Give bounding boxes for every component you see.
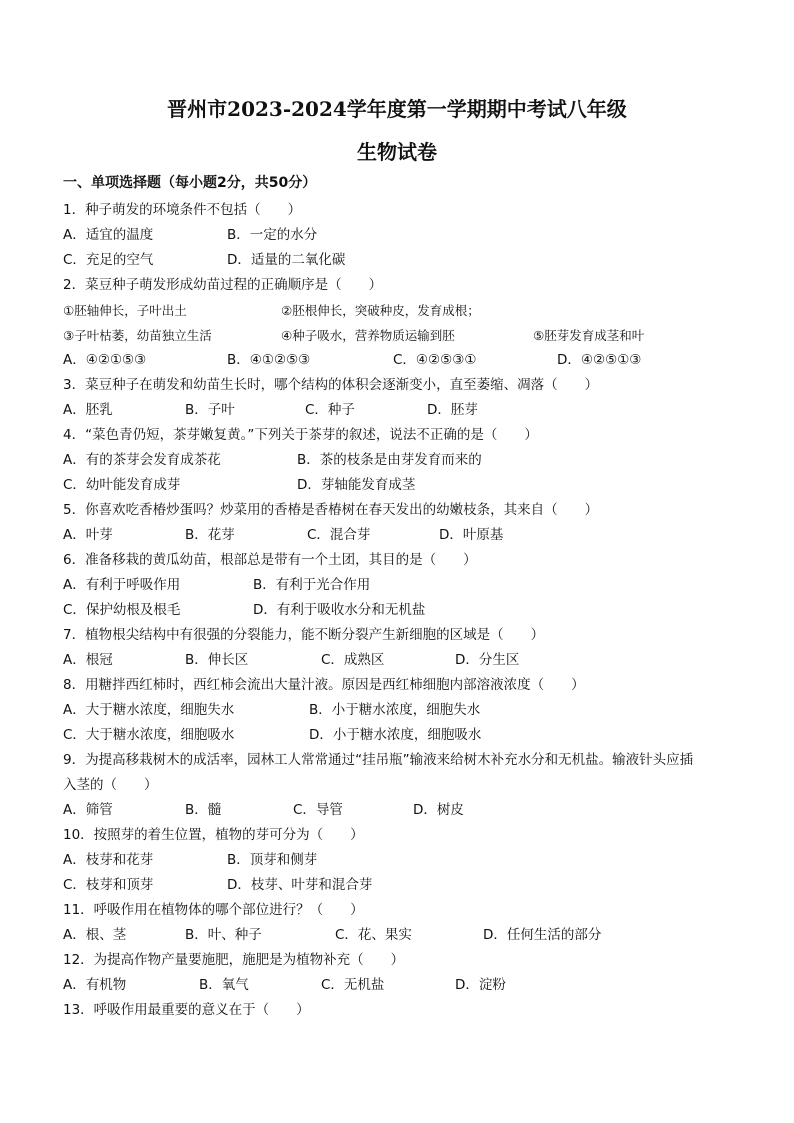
answer-option: B．④①②⑤③ [227, 352, 311, 368]
statement-item: ⑤胚芽发育成茎和叶 [533, 328, 645, 343]
statement-item: ②胚根伸长，突破种皮，发育成根； [281, 303, 480, 318]
answer-option: A．根冠 [63, 652, 113, 668]
answer-option: B．茶的枝条是由芽发育而来的 [297, 452, 482, 468]
answer-option: C．导管 [293, 802, 343, 818]
answer-option: C．④②⑤③① [393, 352, 477, 368]
answer-option: A．胚乳 [63, 402, 113, 418]
option-row [63, 223, 735, 248]
answer-option: C．花、果实 [335, 927, 412, 943]
option-row [63, 873, 735, 898]
option-row [63, 348, 735, 373]
option-row [63, 923, 735, 948]
option-row [63, 448, 735, 473]
question-stem: 6．准备移栽的黄瓜幼苗，根部总是带有一个土团，其目的是（ ） [63, 552, 477, 568]
exam-subtitle: 生物试卷 [357, 140, 437, 164]
option-row [63, 598, 735, 623]
option-row [63, 698, 735, 723]
exam-title: 晋州市2023-2024学年度第一学期期中考试八年级 [167, 97, 627, 121]
answer-option: D．芽轴能发育成茎 [297, 477, 416, 493]
answer-option: D．树皮 [413, 802, 464, 818]
answer-option: B．小于糖水浓度，细胞失水 [309, 702, 481, 718]
option-row [63, 848, 735, 873]
option-row [63, 648, 735, 673]
answer-option: D．适量的二氧化碳 [227, 252, 346, 268]
answer-option: A．筛管 [63, 802, 113, 818]
question-stem: 4．“菜色青仍短，茶芽嫩复黄。”下列关于茶芽的叙述，说法不正确的是（ ） [63, 427, 538, 443]
answer-option: A．有的茶芽会发育成茶花 [63, 452, 221, 468]
question-stem: 5．你喜欢吃香椿炒蛋吗？炒菜用的香椿是香椿树在春天发出的幼嫩枝条，其来自（ ） [63, 502, 599, 518]
question-stem: 10．按照芽的着生位置，植物的芽可分为（ ） [63, 827, 364, 843]
option-row [63, 473, 735, 498]
question-stem: 8．用糖拌西红柿时，西红柿会流出大量汁液。原因是西红柿细胞内部溶液浓度（ ） [63, 677, 585, 693]
question-stem: 11．呼吸作用在植物体的哪个部位进行？（ ） [63, 902, 364, 918]
answer-option: C．混合芽 [307, 527, 371, 543]
answer-option: B．花芽 [185, 527, 235, 543]
question-list [63, 198, 735, 1023]
option-row [63, 248, 735, 273]
option-row [63, 973, 735, 998]
answer-option: D．有利于吸收水分和无机盐 [253, 602, 426, 618]
answer-option: D．分生区 [455, 652, 520, 668]
answer-option: A．有机物 [63, 977, 127, 993]
answer-option: B．髓 [185, 802, 222, 818]
answer-option: B．有利于光合作用 [253, 577, 371, 593]
answer-option: A．根、茎 [63, 927, 127, 943]
answer-option: C．枝芽和顶芽 [63, 877, 154, 893]
question-stem: 3．菜豆种子在萌发和幼苗生长时，哪个结构的体积会逐渐变小，直至萎缩、凋落（ ） [63, 377, 599, 393]
option-row [63, 798, 735, 823]
question-stem: 12．为提高作物产量要施肥，施肥是为植物补充（ ） [63, 952, 405, 968]
answer-option: A．叶芽 [63, 527, 113, 543]
answer-option: D．叶原基 [439, 527, 504, 543]
answer-option: D．枝芽、叶芽和混合芽 [227, 877, 373, 893]
answer-option: D．任何生活的部分 [483, 927, 602, 943]
answer-option: B．叶、种子 [185, 927, 262, 943]
answer-option: C．幼叶能发育成芽 [63, 477, 181, 493]
question-stem: 7．植物根尖结构中有很强的分裂能力，能不断分裂产生新细胞的区域是（ ） [63, 627, 545, 643]
answer-option: B．子叶 [185, 402, 235, 418]
statement-item: ③子叶枯萎，幼苗独立生活 [63, 328, 212, 343]
statement-item: ①胚轴伸长，子叶出土 [63, 303, 187, 318]
statement-item: ④种子吸水，营养物质运输到胚 [281, 328, 455, 343]
answer-option: C．无机盐 [321, 977, 385, 993]
answer-option: B．顶芽和侧芽 [227, 852, 318, 868]
answer-option: C．保护幼根及根毛 [63, 602, 181, 618]
question-stem-continued: 入茎的（ ） [63, 777, 158, 793]
answer-option: B．氧气 [199, 977, 249, 993]
answer-option: D．小于糖水浓度，细胞吸水 [309, 727, 482, 743]
section-heading: 一、单项选择题（每小题2分，共50分） [63, 175, 317, 191]
answer-option: D．淀粉 [455, 977, 506, 993]
option-row [63, 573, 735, 598]
answer-option: C．种子 [305, 402, 355, 418]
statement-row [63, 323, 735, 348]
answer-option: C．充足的空气 [63, 252, 154, 268]
question-stem: 2．菜豆种子萌发形成幼苗过程的正确顺序是（ ） [63, 277, 383, 293]
answer-option: A．有利于呼吸作用 [63, 577, 181, 593]
answer-option: A．④②①⑤③ [63, 352, 147, 368]
option-row [63, 723, 735, 748]
answer-option: A．适宜的温度 [63, 227, 154, 243]
question-stem: 9．为提高移栽树木的成活率，园林工人常常通过“挂吊瓶”输液来给树木补充水分和无机盐。输液针头应插 [63, 752, 694, 768]
answer-option: A．大于糖水浓度，细胞失水 [63, 702, 235, 718]
question-stem: 1．种子萌发的环境条件不包括（ ） [63, 202, 302, 218]
statement-row [63, 298, 735, 323]
answer-option: A．枝芽和花芽 [63, 852, 154, 868]
answer-option: C．大于糖水浓度，细胞吸水 [63, 727, 235, 743]
question-stem: 13．呼吸作用最重要的意义在于（ ） [63, 1002, 310, 1018]
option-row [63, 523, 735, 548]
option-row [63, 398, 735, 423]
answer-option: D．胚芽 [427, 402, 478, 418]
answer-option: B．一定的水分 [227, 227, 318, 243]
answer-option: C．成熟区 [321, 652, 385, 668]
answer-option: D．④②⑤①③ [557, 352, 642, 368]
answer-option: B．伸长区 [185, 652, 249, 668]
